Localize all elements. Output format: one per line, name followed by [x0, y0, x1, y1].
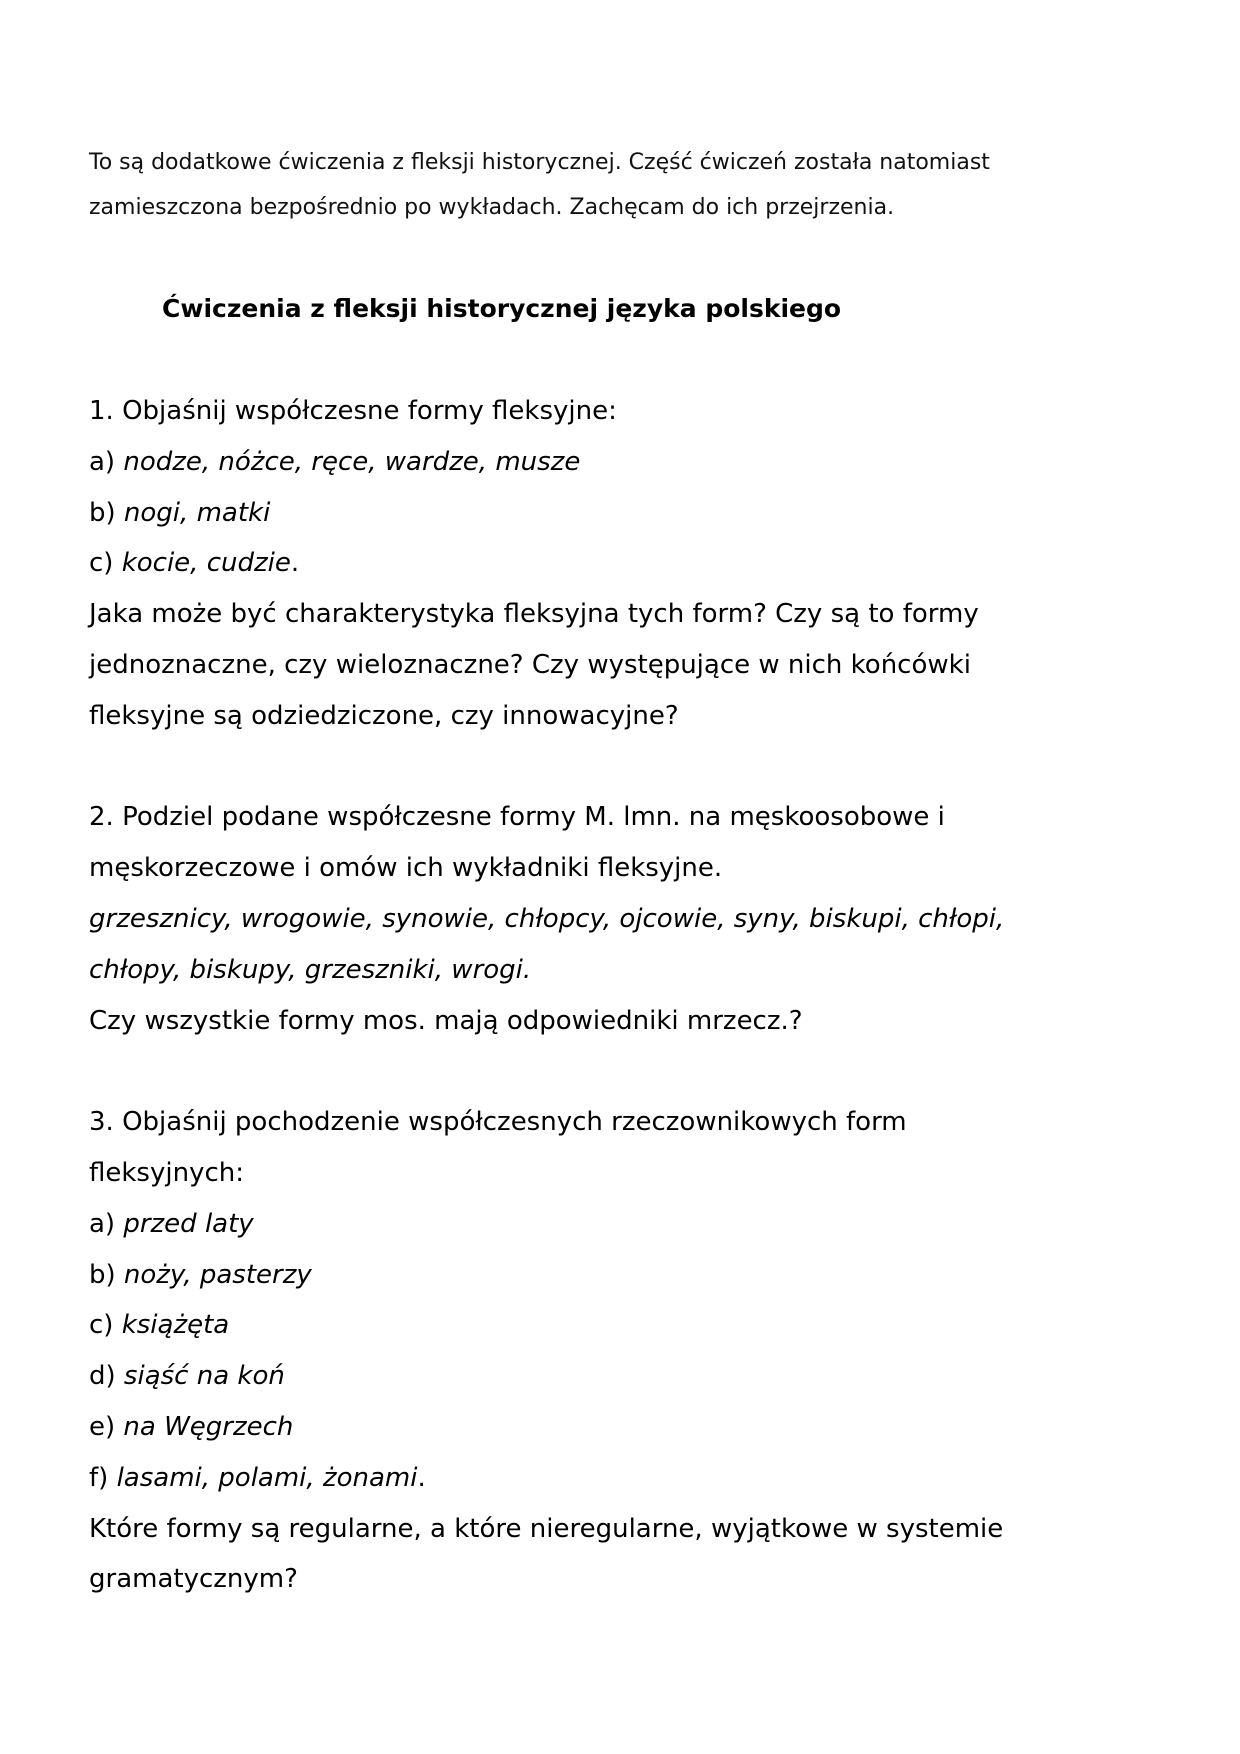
text-line [89, 488, 1004, 539]
text-segment: fleksyjne są odziedziczone, czy innowacyjne? [89, 700, 679, 731]
text-line [89, 996, 1004, 1047]
text-segment: a) [89, 446, 124, 477]
text-line [89, 589, 1004, 640]
intro-line: zamieszczona bezpośrednio po wykładach. Zachęcam do ich przejrzenia. [89, 195, 895, 220]
example-forms: nogi, matki [123, 497, 271, 528]
text-segment: 3. Objaśnij pochodzenie współczesnych rzeczownikowych form [89, 1107, 907, 1138]
text-segment: Które formy są regularne, a które nieregularne, wyjątkowe w systemie [89, 1513, 1004, 1544]
example-forms: chłopy, biskupy, grzeszniki, wrogi. [89, 954, 532, 985]
text-line [89, 1554, 1004, 1605]
example-forms: siąść na koń [123, 1361, 285, 1392]
text-segment: b) [89, 1259, 124, 1290]
text-segment: jednoznaczne, czy wieloznaczne? Czy występujące w nich końcówki [89, 649, 971, 680]
exercise-body [89, 386, 1004, 1605]
text-line [89, 538, 1004, 589]
text-segment: Jaka może być charakterystyka fleksyjna tych form? Czy są to formy [89, 599, 979, 630]
text-line [89, 894, 1004, 945]
text-segment: gramatycznym? [89, 1564, 298, 1595]
text-line [89, 792, 1004, 843]
example-forms: na Węgrzech [123, 1411, 294, 1442]
text-segment: męskorzeczowe i omów ich wykładniki fleksyjne. [89, 853, 723, 884]
example-forms: przed laty [123, 1208, 254, 1239]
intro-paragraph [89, 140, 990, 230]
text-line [89, 1453, 1004, 1504]
text-line [89, 843, 1004, 894]
text-line [89, 945, 1004, 996]
text-line [89, 691, 1004, 742]
text-segment: b) [89, 497, 124, 528]
text-line [89, 1504, 1004, 1555]
text-segment: 1. Objaśnij współczesne formy fleksyjne: [89, 396, 617, 426]
text-segment: c) [89, 548, 122, 579]
text-segment: e) [89, 1411, 124, 1442]
text-segment: f) [89, 1462, 117, 1493]
example-forms: nodze, nóżce, ręce, wardze, musze [123, 446, 581, 477]
text-segment: . [417, 1462, 426, 1493]
intro-line: To są dodatkowe ćwiczenia z fleksji historycznej. Część ćwiczeń została natomiast [89, 150, 990, 175]
example-forms: noży, pasterzy [123, 1259, 312, 1290]
text-line [89, 1097, 1004, 1148]
example-forms: książęta [121, 1310, 230, 1341]
text-line [89, 386, 1004, 437]
text-segment: c) [89, 1310, 122, 1341]
text-line [89, 1300, 1004, 1351]
text-segment: . [290, 548, 300, 579]
text-line [89, 1402, 1004, 1453]
text-line [89, 1199, 1004, 1250]
text-line [89, 1351, 1004, 1402]
text-segment: a) [89, 1208, 124, 1239]
text-segment: fleksyjnych: [89, 1157, 244, 1188]
text-segment: 2. Podziel podane współczesne formy M. lmn. na męskoosobowe i [89, 802, 945, 833]
text-line [89, 1250, 1004, 1301]
example-forms: grzesznicy, wrogowie, synowie, chłopcy, ojcowie, syny, biskupi, chłopi, [89, 903, 1005, 934]
text-segment: Czy wszystkie formy mos. mają odpowiedniki mrzecz.? [89, 1005, 803, 1036]
blank-line [89, 742, 1004, 793]
blank-line [89, 1046, 1004, 1097]
text-segment: d) [89, 1361, 124, 1392]
example-forms: lasami, polami, żonami [116, 1462, 418, 1493]
text-line [89, 1148, 1004, 1199]
example-forms: kocie, cudzie [121, 548, 291, 579]
document-title: Ćwiczenia z fleksji historycznej języka polskiego [162, 294, 842, 323]
text-line [89, 437, 1004, 488]
text-line [89, 640, 1004, 691]
